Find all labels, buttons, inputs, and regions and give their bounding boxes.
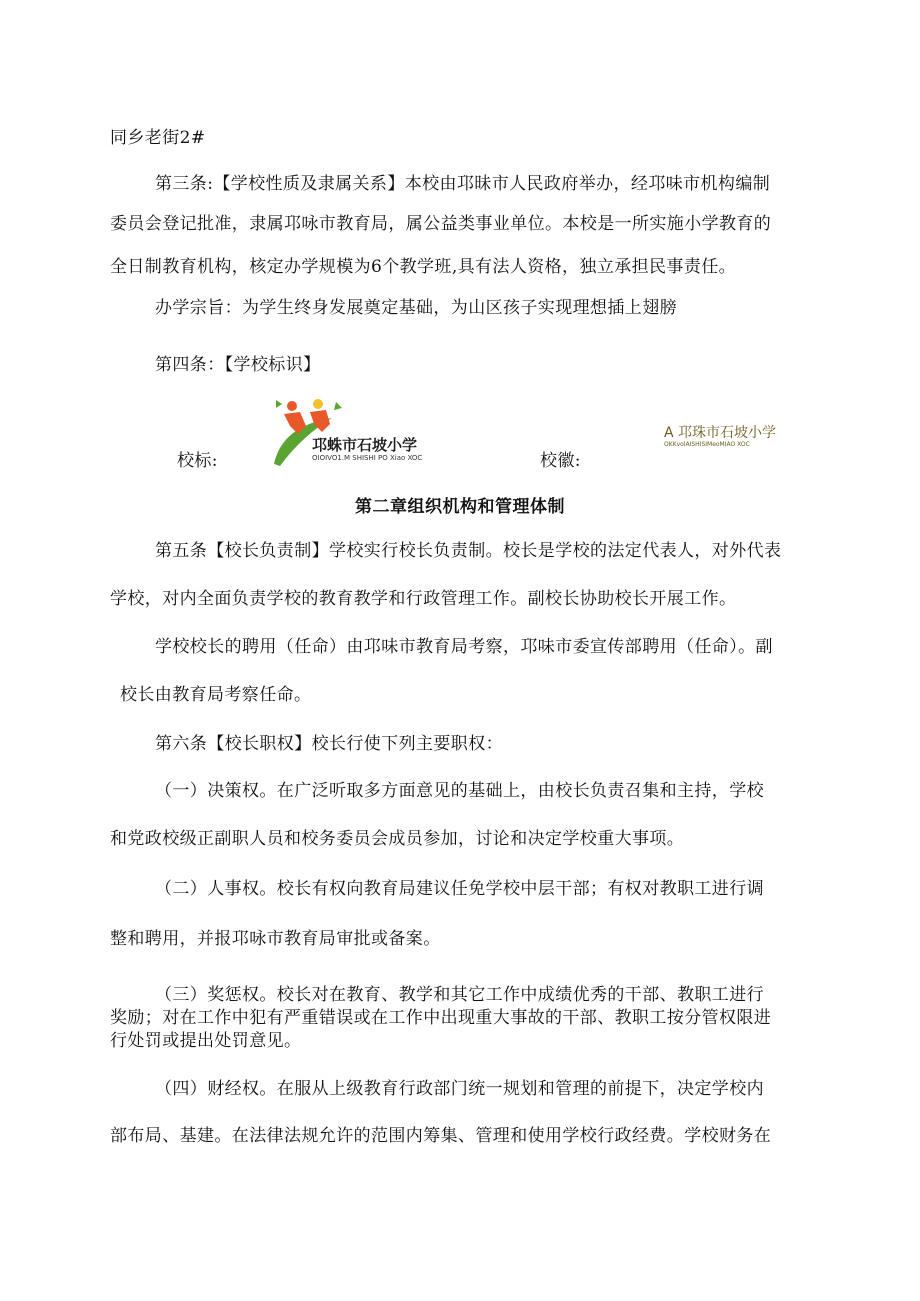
article-5-line-2: 学校，对内全面负责学校的教育教学和行政管理工作。副校长协助校长开展工作。 (110, 589, 737, 609)
power-3-line-1: （三）奖惩权。校长对在教育、教学和其它工作中成绩优秀的干部、教职工进行 (155, 985, 764, 1005)
power-1-line-2: 和党政校级正副职人员和校务委员会成员参加，讨论和决定学校重大事项。 (110, 829, 685, 849)
power-4-line-1: （四）财经权。在服从上级教育行政部门统一规划和管理的前提下，决定学校内 (155, 1079, 764, 1099)
article-6-title: 第六条【校长职权】校长行使下列主要职权： (155, 734, 503, 754)
school-badge (664, 422, 794, 452)
article-5-line-3: 学校校长的聘用（任命）由邛味市教育局考察，邛味市委宣传部聘用（任命）。副 (155, 637, 773, 657)
article-4-title: 第四条：【学校标识】 (155, 355, 321, 375)
power-2-line-2: 整和聘用，并报邛咏市教育局审批或备案。 (110, 929, 441, 949)
power-3-line-3: 行处罚或提出处罚意见。 (110, 1031, 302, 1051)
article-3-line-3: 全日制教育机构，核定办学规模为6个教学班,具有法人资格，独立承担民事责任。 (110, 257, 737, 277)
article-3-line-2: 委员会登记批准，隶属邛咏市教育局，属公益类事业单位。本校是一所实施小学教育的 (110, 214, 772, 234)
article-5-line-4: 校长由教育局考察任命。 (120, 685, 312, 705)
school-logo-subtitle: OIOIVO1.M SHISHI PO Xiao XOC (312, 454, 423, 462)
school-motto: 办学宗旨：为学生终身发展奠定基础，为山区孩子实现理想插上翅膀 (155, 298, 677, 318)
power-3-line-2: 奖励；对在工作中犯有严重错误或在工作中出现重大事故的干部、教职工按分管权限进 (110, 1008, 772, 1028)
school-badge-label: 校徽: (540, 451, 581, 471)
article-5-line-1: 第五条【校长负责制】学校实行校长负责制。校长是学校的法定代表人，对外代表 (155, 541, 782, 561)
power-4-line-2: 部布局、基建。在法律法规允许的范围内筹集、管理和使用学校行政经费。学校财务在 (110, 1126, 772, 1146)
power-2-line-1: （二）人事权。校长有权向教育局建议任免学校中层干部；有权对教职工进行调 (155, 879, 764, 899)
power-1-line-1: （一）决策权。在广泛听取多方面意见的基础上，由校长负责召集和主持，学校 (155, 781, 764, 801)
school-logo-label: 校标: (177, 451, 218, 471)
chapter-2-heading: 第二章组织机构和管理体制 (355, 497, 565, 517)
address-line: 同乡老街2# (110, 128, 206, 148)
school-badge-subtitle: OKKvolAISHISIMeoMIAO XOC (664, 441, 750, 448)
school-badge-name: A 邛珠市石坡小学 (664, 425, 777, 441)
school-logo (272, 396, 432, 468)
article-3-line-1: 第三条:【学校性质及隶属关系】本校由邛昧市人民政府举办，经邛味市机构编制 (155, 174, 771, 194)
school-logo-name: 邛蛛市石坡小学 (312, 436, 418, 454)
